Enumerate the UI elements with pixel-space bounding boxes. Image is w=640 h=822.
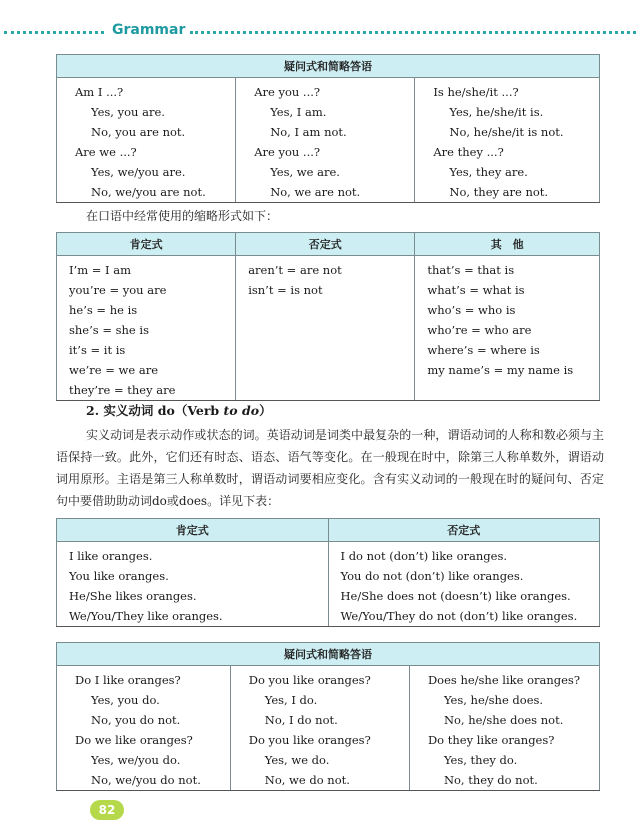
table-cell: We/You/They like oranges.	[69, 609, 223, 623]
table-column	[236, 78, 415, 203]
table-column	[57, 78, 236, 203]
table-header: 否定式	[236, 233, 415, 256]
table-column	[415, 78, 600, 203]
question-do-table	[56, 642, 600, 791]
table-cell: No, they are not.	[449, 185, 549, 199]
table-cell: Yes, I do.	[264, 693, 318, 707]
table-cell: No, we are not.	[270, 185, 361, 199]
table-cell: where’s = where is	[427, 343, 540, 357]
header-dots-right	[190, 31, 636, 34]
table-cell: Yes, they do.	[443, 753, 518, 767]
table-cell: No, they do not.	[443, 773, 538, 787]
table-cell: No, he/she/it is not.	[449, 125, 564, 139]
table-cell: Are you ...?	[254, 145, 321, 159]
table-cell: No, we do not.	[264, 773, 350, 787]
table-cell: who’s = who is	[427, 303, 516, 317]
table-cell: Yes, we/you do.	[91, 753, 181, 767]
table-header: 否定式	[328, 519, 600, 542]
question-be-table	[56, 54, 600, 203]
table-column	[57, 542, 329, 627]
table-cell: isn’t = is not	[248, 283, 323, 297]
table-cell: Are we ...?	[75, 145, 137, 159]
contraction-intro: 在口语中经常使用的缩略形式如下：	[86, 209, 279, 223]
table-cell: No, I do not.	[264, 713, 338, 727]
table-header: 肯定式	[57, 233, 236, 256]
table-cell: Do we like oranges?	[75, 733, 193, 747]
table-column	[236, 256, 415, 401]
table-header: 疑问式和简略答语	[57, 643, 600, 666]
table-header: 肯定式	[57, 519, 329, 542]
contraction-table	[56, 232, 600, 401]
section-title-suffix: ）	[259, 403, 272, 418]
table-column	[57, 666, 231, 791]
table-cell: We/You/They do not (don’t) like oranges.	[340, 609, 578, 623]
table-cell: Yes, you are.	[91, 105, 165, 119]
header-title: Grammar	[112, 22, 186, 38]
table-cell: No, we/you do not.	[91, 773, 201, 787]
table-cell: my name’s = my name is	[427, 363, 574, 377]
table-cell: who’re = who are	[427, 323, 532, 337]
table-cell: Yes, he/she/it is.	[449, 105, 544, 119]
table-cell: Yes, he/she does.	[443, 693, 544, 707]
table-column	[409, 666, 599, 791]
table-cell: Yes, we are.	[270, 165, 340, 179]
table-column	[57, 256, 236, 401]
table-cell: Do they like oranges?	[427, 733, 555, 747]
section-title-italic: to do	[223, 403, 260, 418]
table-cell: Am I ...?	[75, 85, 124, 99]
table-cell: Yes, you do.	[91, 693, 160, 707]
table-cell: Is he/she/it ...?	[433, 85, 519, 99]
table-cell: she’s = she is	[69, 323, 149, 337]
table-cell: No, you do not.	[91, 713, 181, 727]
table-cell: he’s = he is	[69, 303, 138, 317]
section-paragraph: 实义动词是表示动作或状态的词。英语动词是词类中最复杂的一种，谓语动词的人称和数必须与主语保持一致。此外，它们还有时态、语态、语气等变化。在一般现在时中，除第三人称单数外，谓语动词用原形。主语是第三人称单数时，谓语动词要相应变化。含有实义动词的一般现在时的疑问句、否定句中要借助助动词do或does。详见下表：	[56, 428, 604, 508]
table-cell: what’s = what is	[427, 283, 525, 297]
table-cell: No, I am not.	[270, 125, 347, 139]
table-column	[328, 542, 600, 627]
table-cell: we’re = we are	[69, 363, 159, 377]
table-cell: No, you are not.	[91, 125, 186, 139]
table-cell: aren’t = are not	[248, 263, 342, 277]
table-cell: Do I like oranges?	[75, 673, 181, 687]
table-cell: He/She likes oranges.	[69, 589, 197, 603]
page-header	[0, 22, 640, 42]
table-cell: He/She does not (doesn’t) like oranges.	[340, 589, 571, 603]
table-cell: No, he/she does not.	[443, 713, 564, 727]
table-cell: Yes, we/you are.	[91, 165, 186, 179]
table-cell: I’m = I am	[69, 263, 132, 277]
table-cell: I do not (don’t) like oranges.	[340, 549, 508, 563]
table-column	[230, 666, 409, 791]
affirmative-negative-table	[56, 518, 600, 627]
table-cell: Do you like oranges?	[248, 673, 371, 687]
table-cell: Yes, I am.	[270, 105, 327, 119]
table-cell: Do you like oranges?	[248, 733, 371, 747]
page-number: 82	[90, 800, 124, 820]
header-dots-left	[4, 31, 104, 34]
table-cell: that’s = that is	[427, 263, 515, 277]
table-cell: No, we/you are not.	[91, 185, 206, 199]
table-cell: Are they ...?	[433, 145, 504, 159]
table-cell: it’s = it is	[69, 343, 126, 357]
table-cell: I like oranges.	[69, 549, 153, 563]
table-cell: Are you ...?	[254, 85, 321, 99]
table-cell: Yes, we do.	[264, 753, 330, 767]
table-cell: Yes, they are.	[449, 165, 528, 179]
section-title-prefix: 2. 实义动词 do（	[86, 403, 188, 418]
table-cell: Does he/she like oranges?	[427, 673, 581, 687]
table-column	[415, 256, 600, 401]
table-cell: they’re = they are	[69, 383, 176, 397]
section-title-verb: Verb	[187, 403, 224, 418]
table-header: 其 他	[415, 233, 600, 256]
table-cell: you’re = you are	[69, 283, 167, 297]
table-header: 疑问式和简略答语	[57, 55, 600, 78]
section-title	[86, 401, 272, 419]
table-cell: You do not (don’t) like oranges.	[340, 569, 524, 583]
table-cell: You like oranges.	[69, 569, 169, 583]
